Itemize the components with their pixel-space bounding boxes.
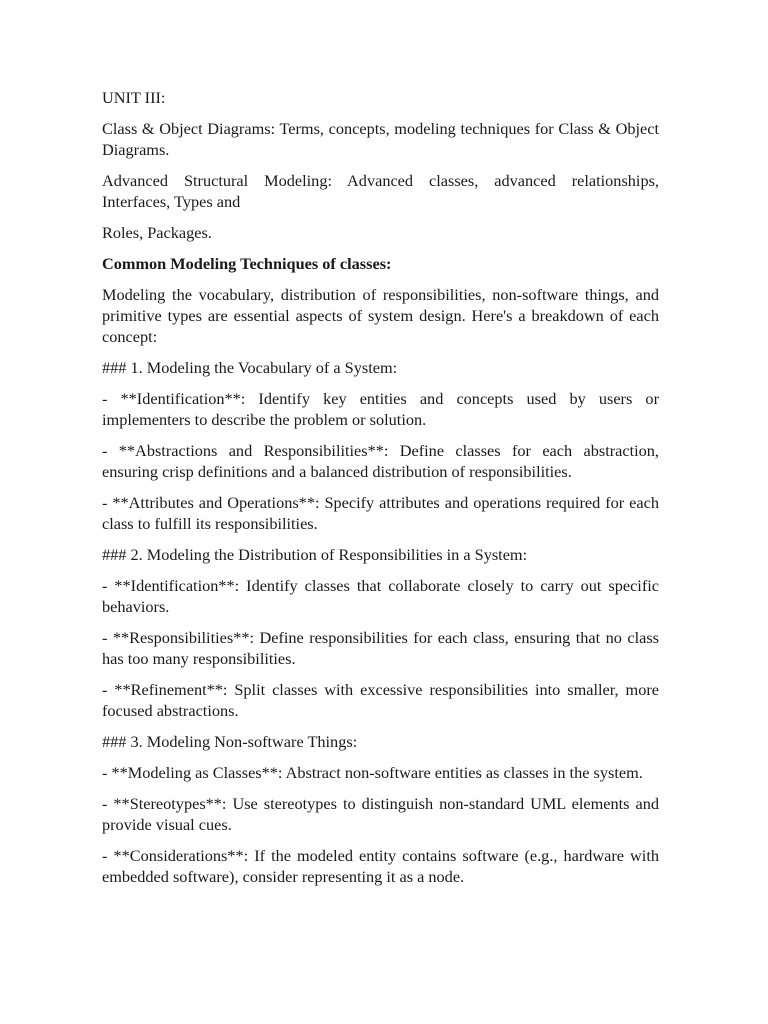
- list-item: - **Stereotypes**: Use stereotypes to distinguish non-standard UML elements and provide visual cues.: [102, 794, 659, 834]
- paragraph-advanced-structural-modeling: Advanced Structural Modeling: Advanced classes, advanced relationships, Interfaces, Types and: [102, 171, 659, 211]
- unit-title: UNIT III:: [102, 88, 166, 107]
- list-item: - **Modeling as Classes**: Abstract non-software entities as classes in the system.: [102, 763, 643, 782]
- list-item: - **Identification**: Identify key entities and concepts used by users or implementers to describe the problem or solution.: [102, 389, 659, 429]
- list-item: - **Identification**: Identify classes that collaborate closely to carry out specific behaviors.: [102, 576, 659, 616]
- list-item: - **Attributes and Operations**: Specify attributes and operations required for each class to fulfill its responsibilities.: [102, 493, 659, 533]
- section-heading-distribution: ### 2. Modeling the Distribution of Responsibilities in a System:: [102, 545, 528, 564]
- list-item: - **Abstractions and Responsibilities**: Define classes for each abstraction, ensuring crisp definitions and a balanced distribution of responsibilities.: [102, 441, 659, 481]
- list-item: - **Responsibilities**: Define responsibilities for each class, ensuring that no class has too many responsibilities.: [102, 628, 659, 668]
- heading-common-modeling-techniques: Common Modeling Techniques of classes:: [102, 254, 392, 273]
- list-item: - **Refinement**: Split classes with excessive responsibilities into smaller, more focused abstractions.: [102, 680, 659, 720]
- paragraph-class-object-diagrams: Class & Object Diagrams: Terms, concepts, modeling techniques for Class & Object Diagrams.: [102, 119, 659, 159]
- list-item: - **Considerations**: If the modeled entity contains software (e.g., hardware with embedded software), consider representing it as a node.: [102, 846, 659, 886]
- paragraph-intro: Modeling the vocabulary, distribution of responsibilities, non-software things, and primitive types are essential aspects of system design. Here's a breakdown of each concept:: [102, 285, 659, 346]
- document-page: [102, 87, 659, 897]
- paragraph-roles-packages: Roles, Packages.: [102, 223, 212, 242]
- section-heading-vocabulary: ### 1. Modeling the Vocabulary of a System:: [102, 358, 398, 377]
- section-heading-non-software: ### 3. Modeling Non-software Things:: [102, 732, 358, 751]
